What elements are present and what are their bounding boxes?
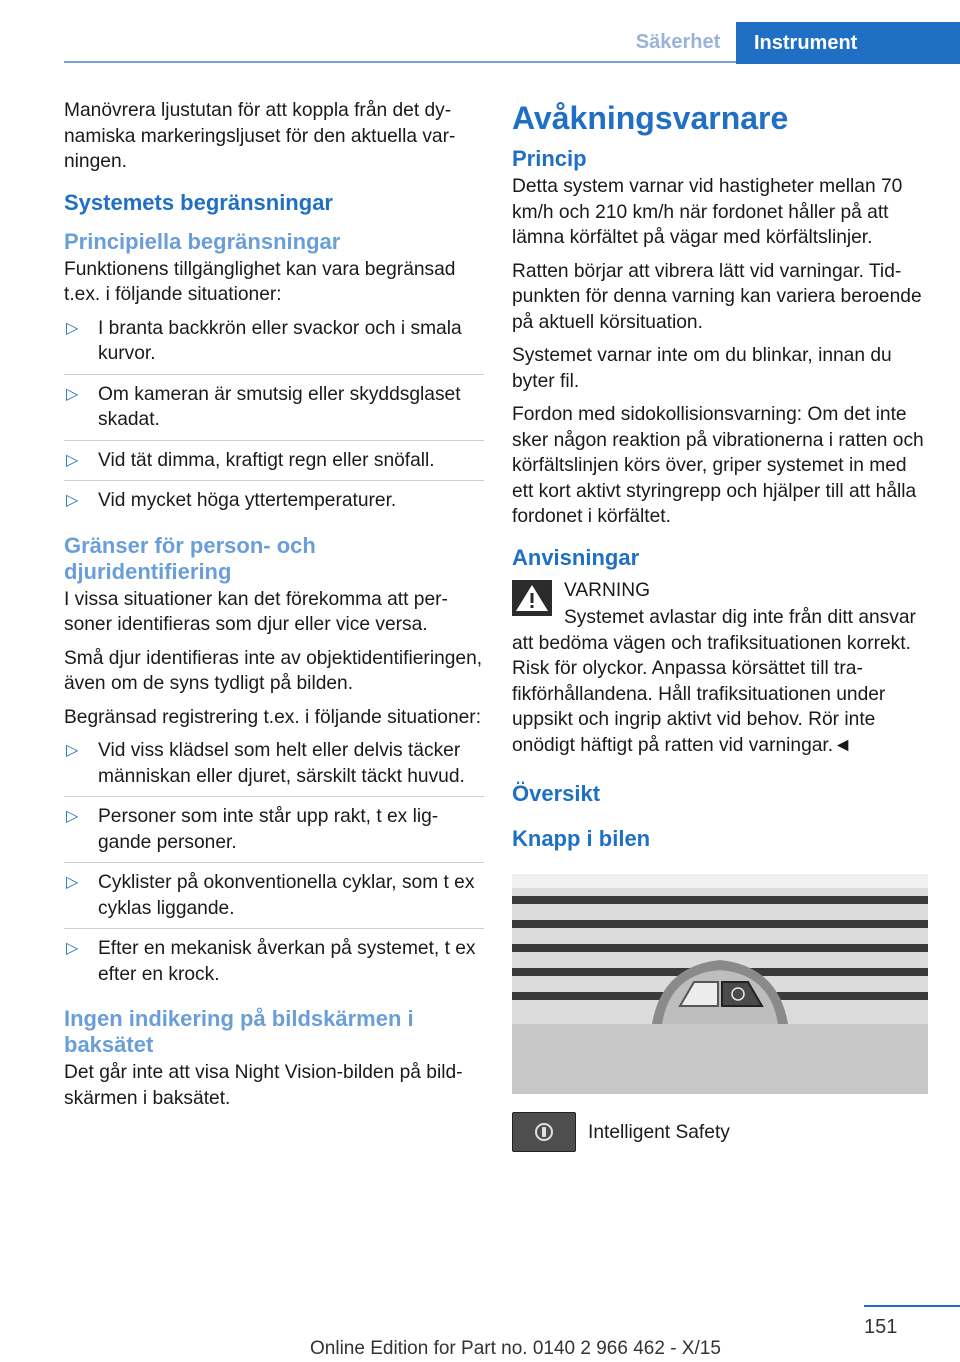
no-indication-paragraph: Det går inte att visa Night Vision-bilden på bildskärmen i baksätet. (64, 1062, 463, 1109)
intelligent-safety-label: Intelligent Safety (588, 1122, 730, 1143)
triangle-bullet-icon: ▷ (66, 492, 79, 509)
person-paragraph-1: I vissa situationer kan det förekomma att personer identifieras som djur eller vice versa. (64, 588, 448, 635)
warning-body: Systemet avlastar dig inte från ditt ansvar att bedöma vägen och trafiksituationen korrekt. Risk för olyckor. Anpassa körsättet till trafikförhållandena. Håll trafiksituationen under uppsikt och ingrip aktivt vid behov. Rör inte onödigt häftigt på ratten vid varningar.◄ (512, 607, 916, 756)
heading-no-indication: Ingen indikering på bildskärmen i baksätet (64, 1006, 414, 1057)
principle-paragraph-1: Detta system varnar vid hastigheter mellan 70 km/h och 210 km/h när fordonet håller på att lämna körfältet på vägar med körfältslinjer. (512, 176, 903, 248)
person-paragraph-3: Begränsad registrering t.ex. i följande situationer: (64, 706, 482, 728)
page-title: Avåkningsvarnare (512, 100, 789, 136)
footer-rule (864, 1305, 960, 1307)
triangle-bullet-icon: ▷ (66, 385, 79, 403)
list-item: ▷ Cyklister på okonventionella cyklar, som t ex cyklas liggande. (64, 870, 484, 929)
heading-notes: Anvisningar (512, 544, 640, 570)
left-column (64, 98, 484, 1119)
list-item: ▷ Vid viss klädsel som helt eller delvis täcker människan eller djuret, särskilt täckt huvud. (64, 738, 484, 797)
page-number: 151 (864, 1316, 898, 1338)
tab-sakerhet[interactable]: Säkerhet (635, 31, 721, 53)
triangle-bullet-icon: ▷ (66, 742, 79, 759)
list-item: ▷ I branta backkrön eller svackor och i smala kurvor. (64, 316, 484, 375)
intro-paragraph: Manövrera ljustutan för att koppla från det dynamiska markeringsljuset för den aktuella varningen. (64, 100, 456, 172)
heading-system-limits: Systemets begränsningar (64, 189, 333, 215)
car-console-photo (512, 874, 928, 1094)
intelligent-safety-button-icon (512, 1112, 576, 1152)
principle-paragraph-4: Fordon med sidokollisionsvarning: Om det inte sker någon reaktion på vibrationerna i ratten och körfältslinjen körs över, griper systemet in med ett kort aktivt styringrepp och hjälper till att hålla fordonet i körfältet. (512, 404, 924, 527)
button-legend (512, 1112, 928, 1152)
principle-paragraph-2: Ratten börjar att vibrera lätt vid varningar. Tidpunkten för denna varning kan variera beroende på aktuell körsituation. (512, 260, 922, 333)
list-item: ▷ Om kameran är smutsig eller skyddsglaset skadat. (64, 382, 484, 441)
triangle-bullet-icon: ▷ (66, 319, 79, 337)
warning-block (512, 578, 928, 759)
heading-overview: Översikt (512, 781, 601, 806)
heading-button-in-car: Knapp i bilen (512, 826, 651, 851)
heading-principle: Princip (512, 146, 587, 171)
tab-instrument[interactable]: Instrument (736, 22, 960, 64)
warning-triangle-icon (512, 580, 552, 616)
list-item: ▷ Personer som inte står upp rakt, t ex liggande personer. (64, 804, 484, 863)
person-paragraph-2: Små djur identifieras inte av objektidentifieringen, även om de syns tydligt på bilden. (64, 647, 483, 694)
list-item: ▷ Efter en mekanisk åverkan på systemet, t ex efter en krock. (66, 938, 476, 985)
principal-paragraph: Funktionens tillgänglighet kan vara begränsad t.ex. i följande situationer: (64, 258, 456, 305)
triangle-bullet-icon: ▷ (66, 874, 79, 891)
button-photo (512, 874, 928, 1094)
right-column (512, 98, 928, 1152)
triangle-bullet-icon: ▷ (66, 808, 79, 825)
warning-title: VARNING (564, 579, 650, 601)
triangle-bullet-icon: ▷ (66, 940, 79, 957)
limits-list (64, 316, 484, 521)
triangle-bullet-icon: ▷ (66, 451, 79, 469)
footer-edition: Online Edition for Part no. 0140 2 966 462 - X/15 (310, 1338, 721, 1359)
principle-paragraph-3: Systemet varnar inte om du blinkar, innan du byter fil. (512, 345, 892, 392)
heading-principal-limits: Principiella begränsningar (64, 228, 341, 254)
detection-list (64, 738, 484, 994)
list-item: ▷ Vid mycket höga yttertemperaturer. (64, 488, 484, 521)
heading-person-animal: Gränser för person- och djuridentifiering (64, 532, 316, 584)
list-item: ▷ Vid tät dimma, kraftigt regn eller snöfall. (64, 448, 484, 482)
